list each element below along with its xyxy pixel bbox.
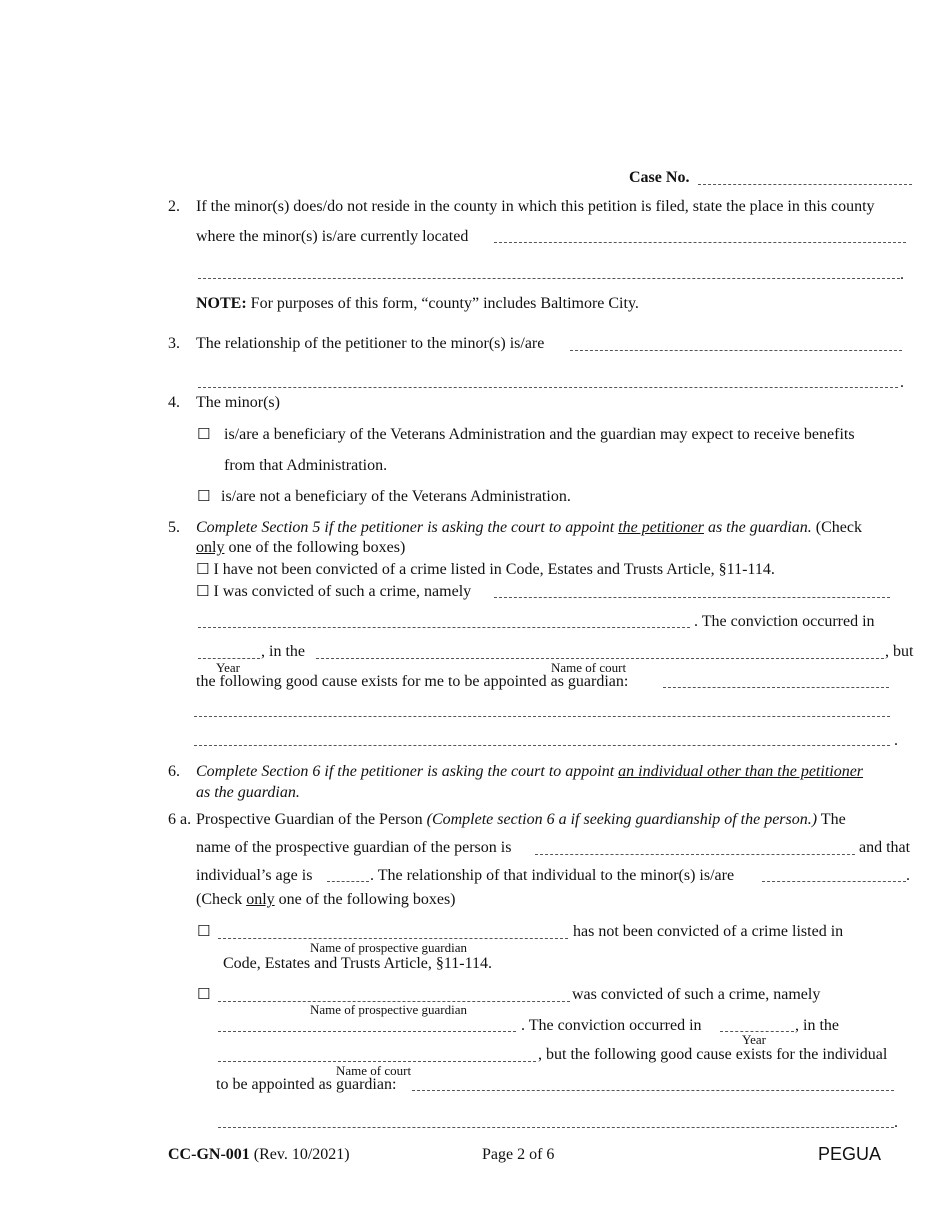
minor-location-field-1[interactable]	[494, 242, 906, 243]
s6a-crime-field[interactable]	[218, 1031, 516, 1032]
good-cause-field-1[interactable]	[663, 687, 889, 688]
s6a-good-cause-field-2[interactable]	[218, 1127, 894, 1128]
s6a-opt1-text: has not been convicted of a crime listed in	[573, 923, 844, 940]
checkbox-icon: ☐	[197, 425, 211, 443]
s5-intro-d: (Check	[811, 519, 862, 536]
s5-intro-b: the petitioner	[618, 519, 704, 536]
va-beneficiary-line2: from that Administration.	[224, 457, 388, 474]
s6-intro-a: Complete Section 6 if the petitioner is asking the court to appoint	[196, 763, 619, 780]
s5-court-field[interactable]	[316, 658, 884, 659]
s5-option-not-convicted	[196, 560, 775, 579]
s6a-court-field[interactable]	[218, 1061, 536, 1062]
s6a-opt1-line2: Code, Estates and Trusts Article, §11-114.	[223, 955, 493, 972]
s6a-rel-text: . The relationship of that individual to the minor(s) is/are	[370, 867, 735, 884]
s5-only: only	[196, 539, 225, 556]
relationship-field-1[interactable]	[570, 350, 902, 351]
s6a-but-text: , but the following good cause exists for the individual	[538, 1046, 888, 1063]
relationship-field-2[interactable]	[198, 387, 898, 388]
s5-intro-a: Complete Section 5 if the petitioner is asking the court to appoint	[196, 519, 619, 536]
s6-intro-b: an individual other than the petitioner	[618, 763, 864, 780]
s6a-title-ital: (Complete section 6 a if seeking guardianship of the person.)	[426, 811, 818, 828]
s5-intro-e: one of the following boxes)	[224, 539, 406, 556]
s5-year-label: Year	[216, 660, 240, 675]
s6a-check-instructions	[196, 891, 456, 909]
s6a-only: only	[246, 891, 275, 908]
section-3-number: 3.	[168, 335, 180, 352]
s5-opt1-text: I have not been convicted of a crime listed in Code, Estates and Trusts Article, §11-114.	[213, 561, 775, 578]
s6a-opt1-name-field[interactable]	[218, 938, 568, 939]
s6a-check-a: (Check	[196, 891, 247, 908]
section-3-period: .	[900, 374, 904, 391]
good-cause-field-2[interactable]	[194, 716, 890, 717]
section-4-text: The minor(s)	[196, 394, 280, 411]
s5-option-convicted	[196, 582, 471, 601]
section-6-intro-2: as the guardian.	[196, 784, 300, 801]
form-id: CC-GN-001	[168, 1146, 250, 1163]
s5-conviction-text: . The conviction occurred in	[694, 613, 875, 630]
va-not-beneficiary-checkbox[interactable]	[197, 487, 210, 506]
va-beneficiary-line1: is/are a beneficiary of the Veterans Administration and the guardian may expect to receive benefits	[224, 426, 855, 443]
s6a-rel-period: .	[906, 867, 910, 884]
section-2-line2: where the minor(s) is/are currently located	[196, 228, 469, 245]
va-beneficiary-checkbox[interactable]	[197, 425, 210, 444]
form-rev: (Rev. 10/2021)	[249, 1146, 350, 1163]
section-6-number: 6.	[168, 763, 180, 780]
note-label: NOTE:	[196, 295, 247, 312]
section-5-intro-2	[196, 539, 405, 557]
s6a-court-label: Name of court	[336, 1063, 412, 1078]
s6a-opt2-name-label: Name of prospective guardian	[310, 1002, 468, 1017]
checkbox-icon[interactable]: ☐	[196, 582, 210, 600]
s5-good-cause-text: the following good cause exists for me to be appointed as guardian:	[196, 673, 629, 690]
s5-intro-c: as the guardian.	[703, 519, 812, 536]
s6a-opt1-name-label: Name of prospective guardian	[310, 940, 468, 955]
crime-field-1[interactable]	[494, 597, 890, 598]
footer-form-id	[168, 1146, 350, 1164]
s6a-age-text: individual’s age is	[196, 867, 313, 884]
note-text: For purposes of this form, “county” includes Baltimore City.	[246, 295, 639, 312]
s5-year-field[interactable]	[198, 658, 260, 659]
s5-opt2-text: I was convicted of such a crime, namely	[213, 583, 472, 600]
good-cause-field-3[interactable]	[194, 745, 890, 746]
s5-but: , but	[885, 643, 914, 660]
section-4-number: 4.	[168, 394, 180, 411]
s5-court-label: Name of court	[551, 660, 627, 675]
s6a-title-text: Prospective Guardian of the Person	[196, 811, 427, 828]
s5-final-period: .	[894, 732, 898, 749]
checkbox-icon: ☐	[197, 487, 211, 505]
case-no-field[interactable]	[698, 184, 912, 185]
s6a-opt2-text: was convicted of such a crime, namely	[572, 986, 821, 1003]
section-2-line1: If the minor(s) does/do not reside in the county in which this petition is filed, state the place in this county	[196, 198, 875, 215]
guardian-relationship-field[interactable]	[762, 881, 906, 882]
va-not-beneficiary-text: is/are not a beneficiary of the Veterans Administration.	[221, 488, 571, 505]
s6a-year-label: Year	[742, 1032, 766, 1047]
s6a-appointed-text: to be appointed as guardian:	[216, 1076, 397, 1093]
section-5-intro	[196, 519, 862, 537]
checkbox-icon: ☐	[197, 985, 211, 1003]
s6a-good-cause-field-1[interactable]	[412, 1090, 894, 1091]
section-2-number: 2.	[168, 198, 180, 215]
s6a-opt2-checkbox[interactable]	[197, 985, 210, 1004]
s6a-the: The	[817, 811, 846, 828]
guardian-name-field[interactable]	[535, 854, 855, 855]
s6a-conviction-text: . The conviction occurred in	[521, 1017, 702, 1034]
section-3-text: The relationship of the petitioner to the minor(s) is/are	[196, 335, 545, 352]
s6a-opt1-checkbox[interactable]	[197, 922, 210, 941]
crime-field-2[interactable]	[198, 627, 690, 628]
section-6a-title	[196, 811, 846, 829]
checkbox-icon[interactable]: ☐	[196, 560, 210, 578]
s5-in-the: , in the	[261, 643, 305, 660]
section-2-period: .	[900, 266, 904, 283]
guardian-age-field[interactable]	[327, 881, 369, 882]
case-no-label: Case No.	[629, 169, 690, 186]
section-6-intro	[196, 763, 863, 781]
section-2-note	[196, 295, 639, 313]
footer-form-code: PEGUA	[818, 1144, 882, 1164]
s6a-and-that: and that	[859, 839, 911, 856]
checkbox-icon: ☐	[197, 922, 211, 940]
section-5-number: 5.	[168, 519, 180, 536]
section-6a-number: 6 a.	[168, 811, 192, 828]
minor-location-field-2[interactable]	[198, 278, 900, 279]
s6a-final-period: .	[894, 1114, 898, 1131]
s6a-in-the: , in the	[795, 1017, 839, 1034]
footer-page-number: Page 2 of 6	[482, 1146, 555, 1163]
s6a-name-text: name of the prospective guardian of the person is	[196, 839, 512, 856]
s6a-check-b: one of the following boxes)	[274, 891, 456, 908]
